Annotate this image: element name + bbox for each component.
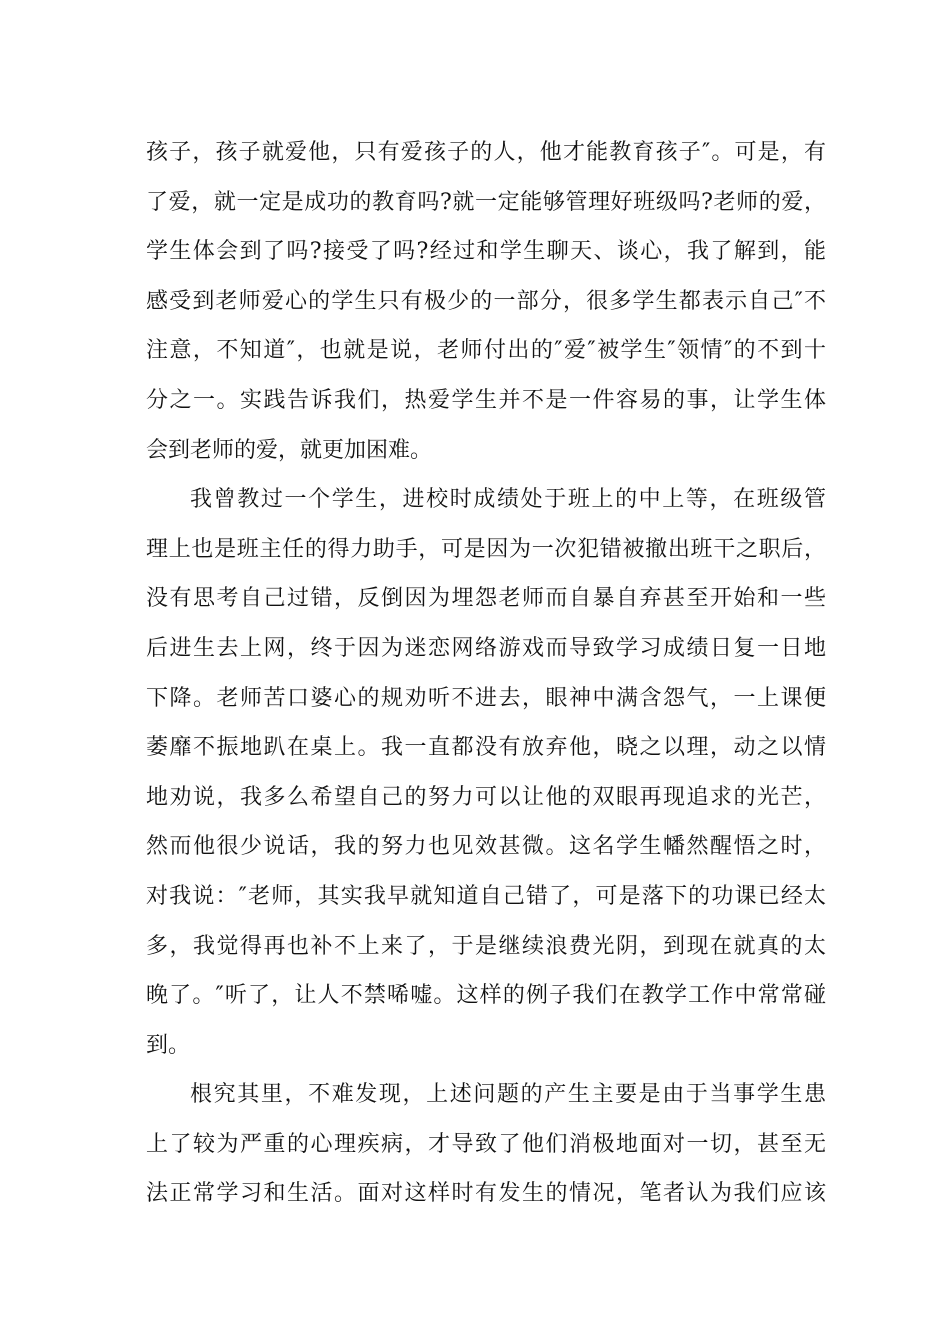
text-line: 注意，不知道″，也就是说，老师付出的″爱″被学生″领情″的不到十 xyxy=(146,338,826,364)
text-line: 然而他很少说话，我的努力也见效甚微。这名学生幡然醒悟之时， xyxy=(146,834,826,860)
text-line: 理上也是班主任的得力助手，可是因为一次犯错被撤出班干之职后， xyxy=(146,536,826,562)
text-line: 没有思考自己过错，反倒因为埋怨老师而自暴自弃甚至开始和一些 xyxy=(146,586,826,612)
paragraph-first-line: 我曾教过一个学生，进校时成绩处于班上的中上等，在班级管 xyxy=(190,487,826,513)
text-line: 分之一。实践告诉我们，热爱学生并不是一件容易的事，让学生体 xyxy=(146,387,826,413)
text-line: 多，我觉得再也补不上来了，于是继续浪费光阴，到现在就真的太 xyxy=(146,933,826,959)
text-line: 对我说：″老师，其实我早就知道自己错了，可是落下的功课已经太 xyxy=(146,883,826,909)
text-line: 孩子，孩子就爱他，只有爱孩子的人，他才能教育孩子″。可是，有 xyxy=(146,140,826,165)
text-line: 了爱，就一定是成功的教育吗?就一定能够管理好班级吗?老师的爱， xyxy=(146,189,826,215)
text-line: 到。 xyxy=(146,1032,191,1058)
text-line: 上了较为严重的心理疾病，才导致了他们消极地面对一切，甚至无 xyxy=(146,1131,826,1157)
text-line: 法正常学习和生活。面对这样时有发生的情况，笔者认为我们应该 xyxy=(146,1181,826,1207)
text-line: 地劝说，我多么希望自己的努力可以让他的双眼再现追求的光芒， xyxy=(146,784,826,810)
text-line: 会到老师的爱，就更加困难。 xyxy=(146,437,433,463)
text-line: 学生体会到了吗?接受了吗?经过和学生聊天、谈心，我了解到，能 xyxy=(146,239,826,265)
body-text xyxy=(146,128,826,1219)
text-line: 感受到老师爱心的学生只有极少的一部分，很多学生都表示自己″不 xyxy=(146,288,826,314)
paragraph-first-line: 根究其里，不难发现，上述问题的产生主要是由于当事学生患 xyxy=(190,1082,826,1108)
text-line: 下降。老师苦口婆心的规劝听不进去，眼神中满含怨气，一上课便 xyxy=(146,685,826,711)
text-line: 后进生去上网，终于因为迷恋网络游戏而导致学习成绩日复一日地 xyxy=(146,635,826,661)
text-line: 晚了。″听了，让人不禁唏嘘。这样的例子我们在教学工作中常常碰 xyxy=(146,983,826,1009)
text-line: 萎靡不振地趴在桌上。我一直都没有放弃他，晓之以理，动之以情 xyxy=(146,735,826,761)
